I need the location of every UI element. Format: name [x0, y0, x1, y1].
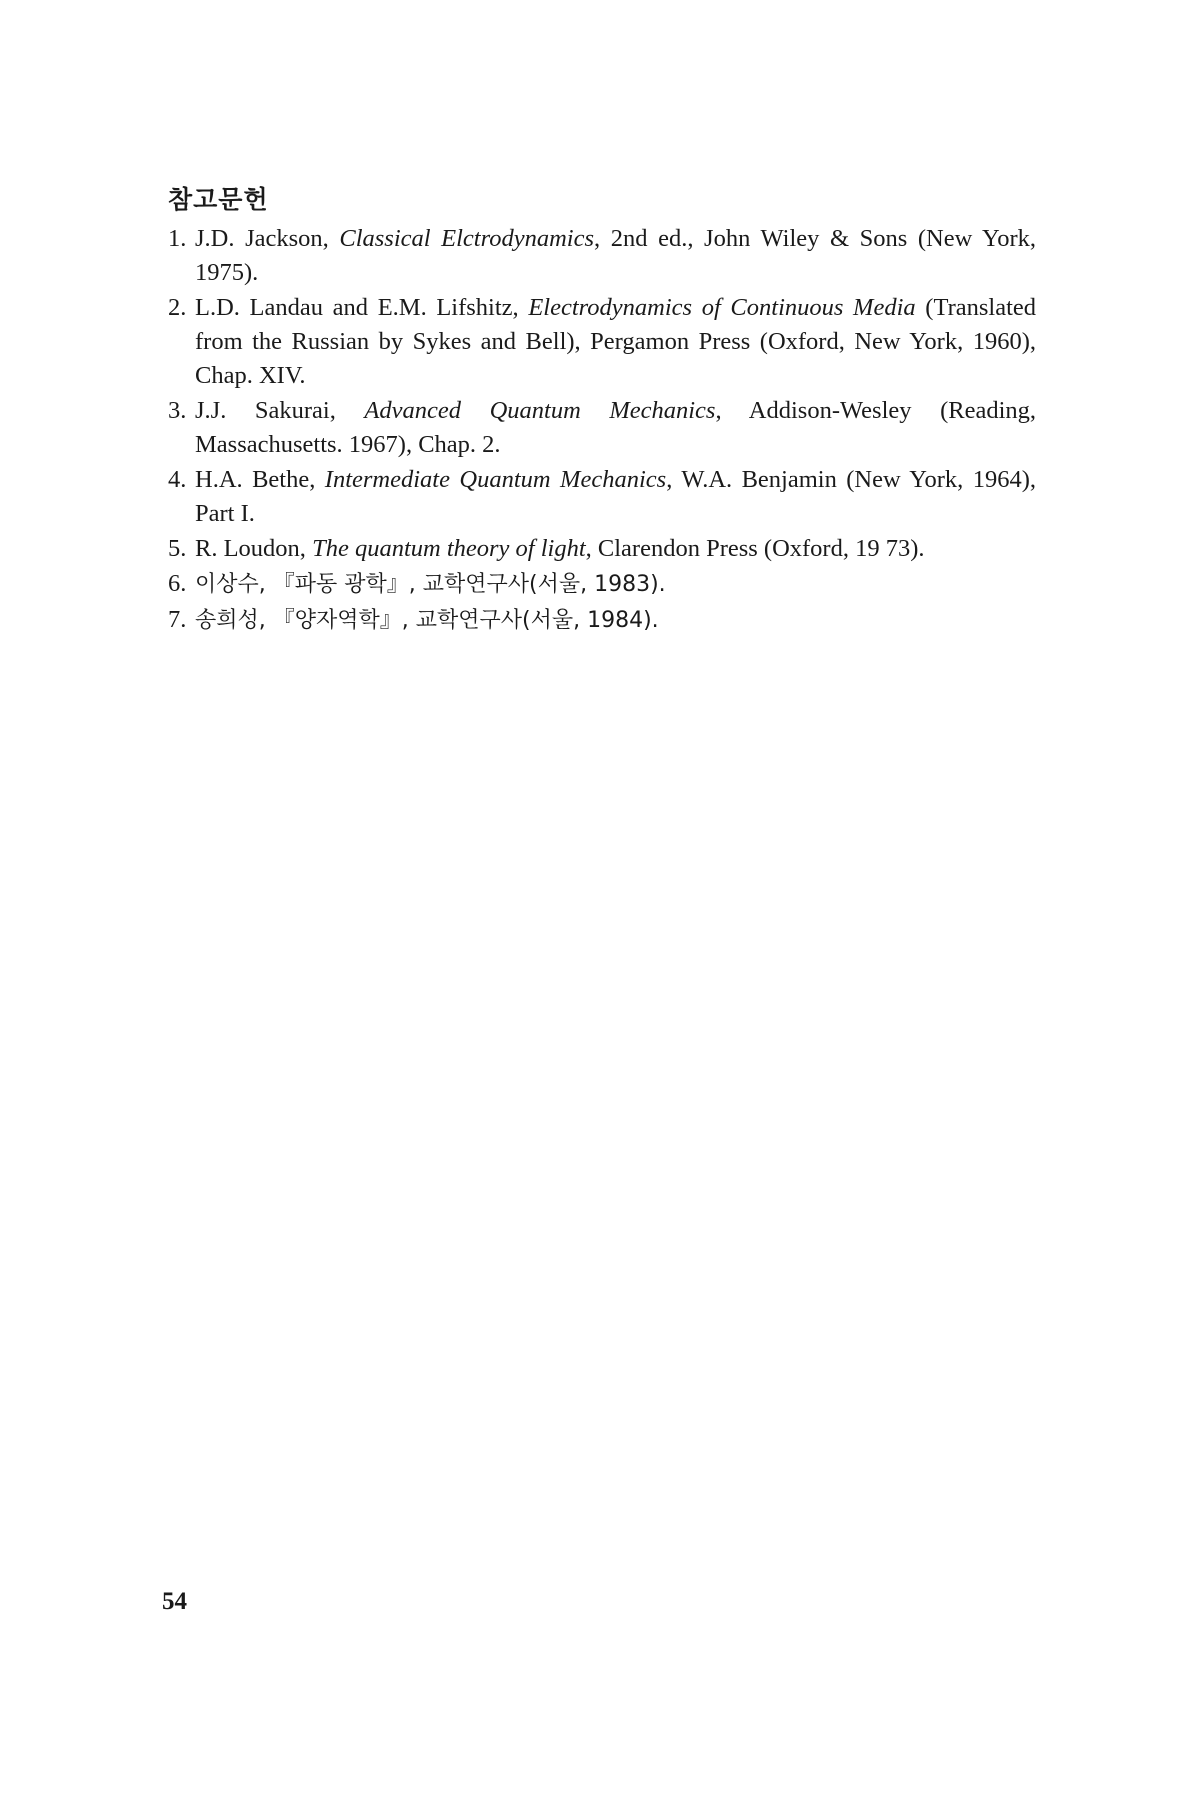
reference-title: 『양자역학』: [272, 608, 402, 633]
reference-details: (Translated from the Russian by Sykes and Bell), Pergamon Press (Oxford, New York, 1960), Chap. XIV.: [195, 294, 1036, 389]
reference-details: , 2nd ed., John Wiley & Sons (New York, 1975).: [195, 225, 1036, 286]
reference-details: , 교학연구사(서울, 1983).: [408, 572, 666, 597]
references-heading: 참고문헌: [168, 185, 269, 214]
reference-list: [168, 222, 1036, 639]
reference-title: 『파동 광학』: [272, 572, 409, 597]
page-number: 54: [162, 1588, 187, 1615]
reference-author: J.D. Jackson,: [195, 225, 340, 252]
reference-number: 1.: [168, 225, 187, 252]
reference-author: R. Loudon,: [195, 535, 313, 562]
reference-details: , W.A. Benjamin (New York, 1964), Part I.: [195, 466, 1036, 527]
reference-number: 6.: [168, 570, 187, 597]
reference-number: 2.: [168, 294, 187, 321]
reference-author: H.A. Bethe,: [195, 466, 325, 493]
reference-number: 7.: [168, 606, 187, 633]
reference-author: L.D. Landau and E.M. Lifshitz,: [195, 294, 529, 321]
reference-number: 4.: [168, 466, 187, 493]
reference-details: , Addison-Wesley (Reading, Massachusetts. 1967), Chap. 2.: [195, 397, 1036, 458]
reference-title: Electrodynamics of Continuous Media: [528, 294, 916, 321]
reference-author: 송희성,: [195, 608, 273, 633]
reference-item: [168, 603, 1036, 638]
reference-details: , 교학연구사(서울, 1984).: [401, 608, 659, 633]
reference-item: [168, 291, 1036, 393]
reference-item: [168, 532, 1036, 566]
reference-title: The quantum theory of light: [312, 535, 586, 562]
reference-title: Advanced Quantum Mechanics: [364, 397, 716, 424]
reference-item: [168, 463, 1036, 531]
reference-item: [168, 394, 1036, 462]
reference-title: Intermediate Quantum Mechanics: [324, 466, 667, 493]
reference-author: J.J. Sakurai,: [195, 397, 365, 424]
reference-number: 5.: [168, 535, 187, 562]
reference-title: Classical Elctrodynamics: [339, 225, 595, 252]
reference-item: [168, 567, 1036, 602]
reference-details: , Clarendon Press (Oxford, 19 73).: [585, 535, 925, 562]
reference-item: [168, 222, 1036, 290]
reference-author: 이상수,: [195, 572, 273, 597]
reference-number: 3.: [168, 397, 187, 424]
